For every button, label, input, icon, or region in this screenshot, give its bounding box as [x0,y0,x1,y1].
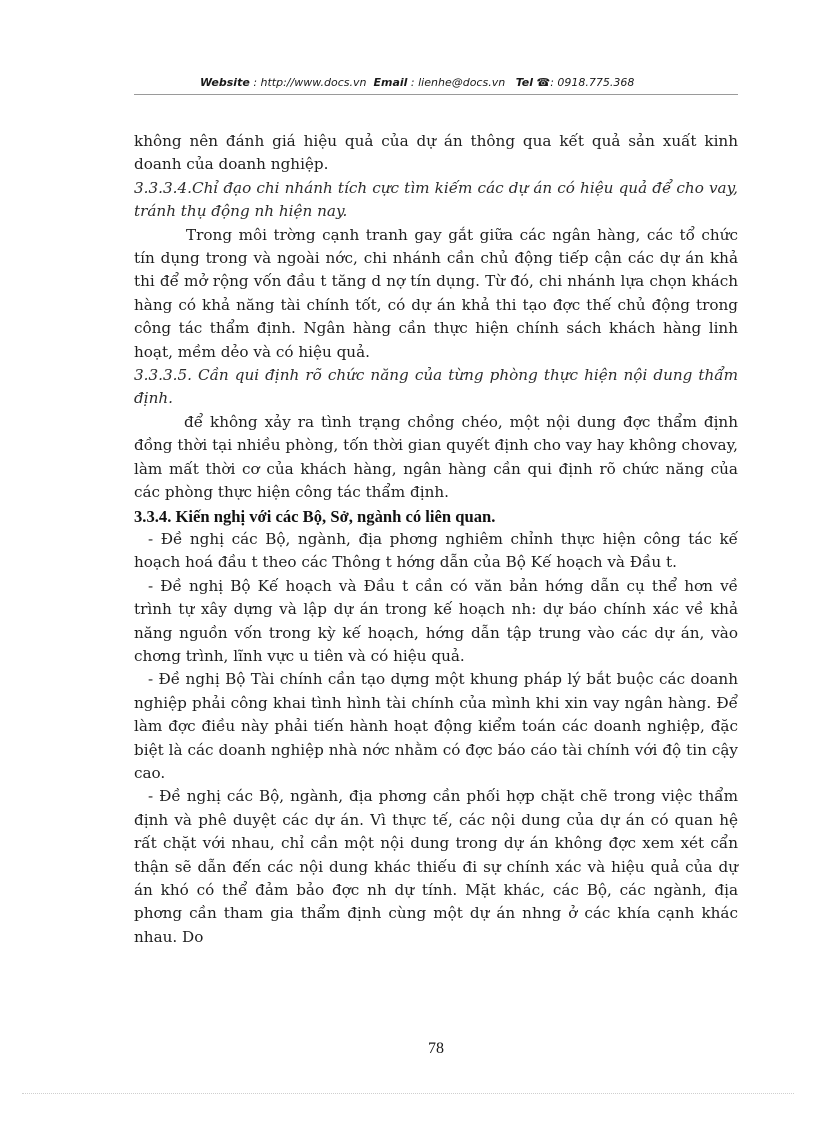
email-address: : lienhe@docs.vn [410,76,506,89]
list-item: - Đề nghị các Bộ, ngành, địa phơng nghiêm chỉnh thực hiện công tác kế hoạch hoá đầu t theo các Thông t hớng dẫn của Bộ Kế hoạch và Đầu t. [134,529,738,572]
section-heading: 3.3.4. Kiến nghị với các Bộ, Sở, ngành có liên quan. [134,506,496,526]
list-item: - Đề nghị Bộ Tài chính cần tạo dựng một khung pháp lý bắt buộc các doanh nghiệp phải công khai tình hình tài chính của mình khi xin vay ngân hàng. Để làm đợc điều này phải tiến hành hoạt động kiểm toán các doanh nghiệp, đặc biệt là các doanh nghiệp nhà nớc nhằm có đợc báo cáo tài chính với độ tin cậy cao. [134,670,738,782]
header-divider [134,94,738,95]
footer-divider [22,1093,794,1094]
list-item: - Đề nghị Bộ Kế hoạch và Đầu t cần có văn bản hớng dẫn cụ thể hơn về trình tự xây dựng và lập dự án trong kế hoạch nh: dự báo chính xác về khả năng nguồn vốn trong kỳ kế hoạch, hớng dẫn tập trung vào các dự án, vào chơng trình, lĩnh vực u tiên và có hiệu quả. [134,576,738,665]
list-item: - Đề nghị các Bộ, ngành, địa phơng cần phối hợp chặt chẽ trong việc thẩm định và phê duyệt các dự án. Vì thực tế, các nội dung của dự án có quan hệ rất chặt với nhau, chỉ cần một nội dung trong dự án không đợc xem xét cẩn thận sẽ dẫn đến các nội dung khác thiếu đi sự chính xác và hiệu quả của dự án khó có thể đảm bảo đợc nh dự tính. Mặt khác, các Bộ, các ngành, địa phơng cần tham gia thẩm định cùng một dự án nhng ở các khía cạnh khác nhau. Do [134,787,738,946]
phone-icon: ☎ [536,76,551,89]
body-text [134,130,738,949]
page-number: 78 [428,1040,444,1057]
website-label: Website [200,76,250,89]
email-label: Email [373,76,408,89]
section-heading: 3.3.3.4.Chỉ đạo chi nhánh tích cực tìm kiếm các dự án có hiệu quả để cho vay, tránh thụ động nh hiện nay. [134,178,738,221]
paragraph: không nên đánh giá hiệu quả của dự án thông qua kết quả sản xuất kinh doanh của doanh nghiệp. [134,132,738,174]
tel-label: Tel [515,76,534,89]
section-heading: 3.3.3.5. Cần qui định rõ chức năng của từng phòng thực hiện nội dung thẩm định. [134,366,738,408]
paragraph: để không xảy ra tình trạng chồng chéo, một nội dung đợc thẩm định đồng thời tại nhiều phòng, tốn thời gian quyết định cho vay hay không chovay, làm mất thời cơ của khách hàng, ngân hàng cần qui định rõ chức năng của các phòng thực hiện công tác thẩm định. [134,412,738,502]
tel-number: : 0918.775.368 [550,76,635,89]
paragraph: Trong môi trờng cạnh tranh gay gắt giữa các ngân hàng, các tổ chức tín dụng trong và ngoài nớc, chi nhánh cần chủ động tiếp cận các dự án khả thi để mở rộng vốn đầu t tăng d nợ tín dụng. Từ đó, chi nhánh lựa chọn khách hàng có khả năng tài chính tốt, có dự án khả thi tạo đợc thế chủ động trong công tác thẩm định. Ngân hàng cần thực hiện chính sách khách hàng linh hoạt, mềm dẻo và có hiệu quả. [134,225,738,361]
page-header [200,76,680,89]
website-url: : http://www.docs.vn [253,76,367,89]
